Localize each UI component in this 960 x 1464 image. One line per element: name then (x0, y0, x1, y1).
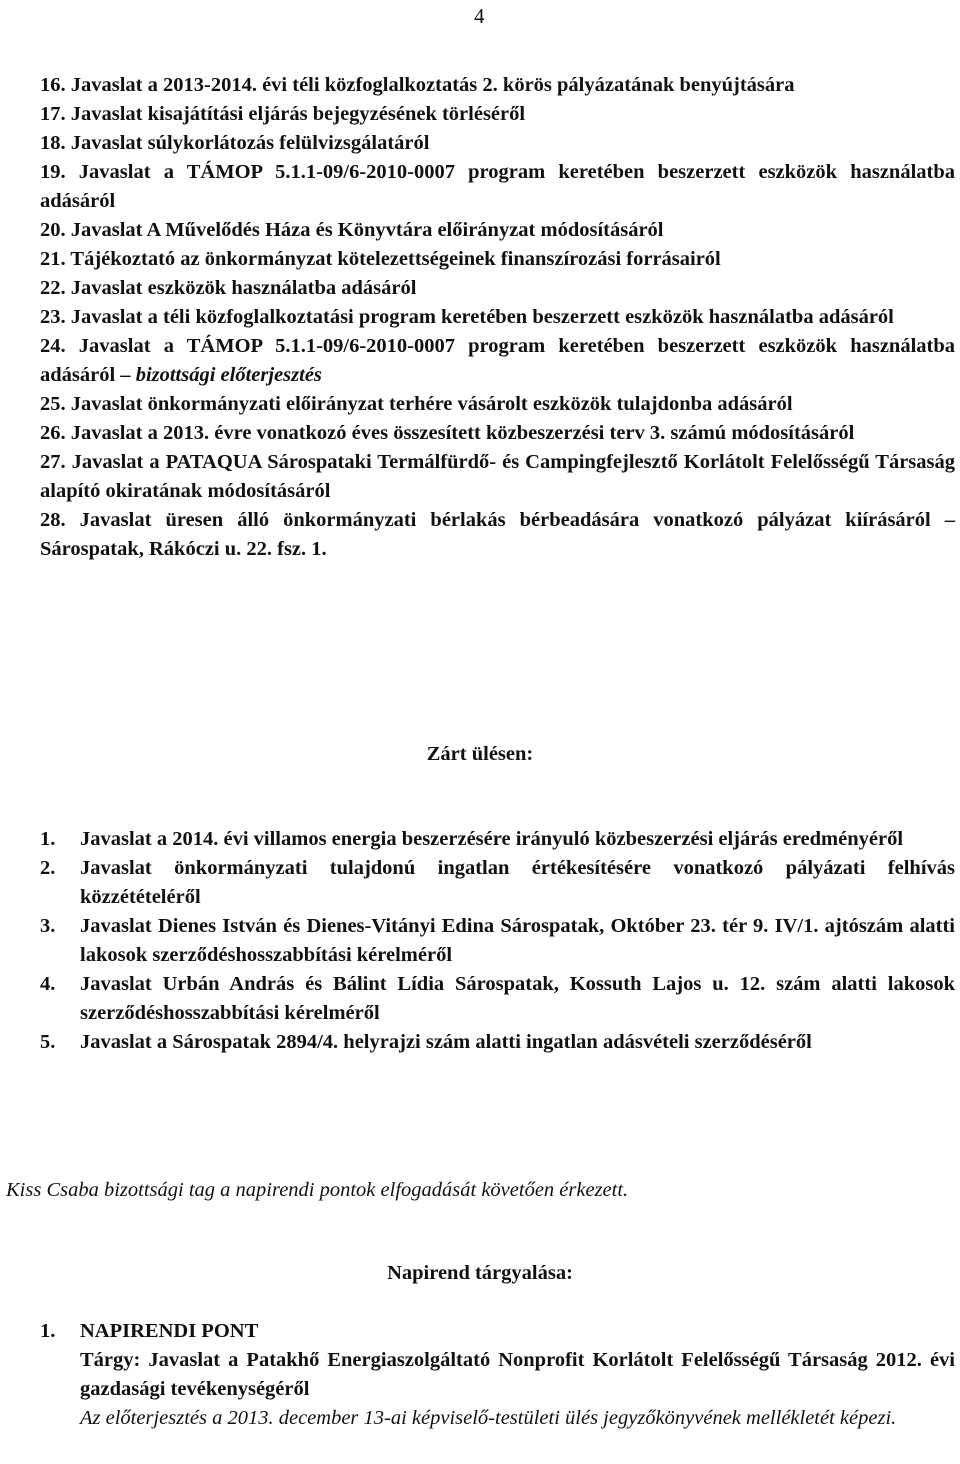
agenda-point-number: 1. (40, 1320, 56, 1342)
agenda-point-heading (40, 1317, 955, 1346)
late-arrival-note: Kiss Csaba bizottsági tag a napirendi pontok elfogadását követően érkezett. (6, 1179, 629, 1201)
agenda-item-text: Javaslat a TÁMOP 5.1.1-09/6-2010-0007 program keretében beszerzett eszközök használatba adásáról – (40, 335, 956, 386)
closed-item (40, 854, 955, 912)
agenda-item (40, 274, 955, 303)
agenda-item-number: 17. (40, 103, 66, 125)
closed-item-number: 2. (40, 857, 56, 879)
agenda-item-number: 18. (40, 132, 66, 154)
agenda-item-text: Tájékoztató az önkormányzat kötelezettségeinek finanszírozási forrásairól (70, 248, 721, 270)
agenda-item-text: Javaslat önkormányzati előirányzat terhére vásárolt eszközök tulajdonba adásáról (70, 393, 793, 415)
agenda-item-note: bizottsági előterjesztés (135, 364, 322, 386)
agenda-item-text: Javaslat a TÁMOP 5.1.1-09/6-2010-0007 program keretében beszerzett eszközök használatba adásáról (40, 161, 956, 212)
closed-item (40, 970, 955, 1028)
agenda-list (40, 71, 955, 564)
agenda-point-attachment-note: Az előterjesztés a 2013. december 13-ai képviselő-testületi ülés jegyzőkönyvének mellékletét képezi. (80, 1407, 897, 1429)
agenda-point-title: NAPIRENDI PONT (80, 1320, 259, 1342)
closed-item-number: 1. (40, 828, 56, 850)
closed-session-list (40, 825, 955, 1057)
agenda-item (40, 419, 955, 448)
agenda-item-number: 20. (40, 219, 66, 241)
agenda-item-text: Javaslat üresen álló önkormányzati bérlakás bérbeadására vonatkozó pályázat kiírásáról – Sárospatak, Rákóczi u. 22. fsz. 1. (40, 509, 956, 560)
agenda-item (40, 100, 955, 129)
agenda-item (40, 245, 955, 274)
agenda-item-number: 27. (40, 451, 66, 473)
closed-item-number: 3. (40, 915, 56, 937)
agenda-item-text: Javaslat eszközök használatba adásáról (70, 277, 417, 299)
agenda-item-number: 19. (40, 161, 66, 183)
agenda-point (40, 1317, 955, 1433)
closed-item (40, 912, 955, 970)
closed-item-text: Javaslat önkormányzati tulajdonú ingatlan értékesítésére vonatkozó pályázati felhívás közzétételéről (80, 857, 955, 908)
agenda-item-number: 25. (40, 393, 66, 415)
agenda-point-subject: Tárgy: Javaslat a Patakhő Energiaszolgáltató Nonprofit Korlátolt Felelősségű Társaság 2012. évi gazdasági tevékenységéről (80, 1349, 955, 1400)
agenda-item-number: 21. (40, 248, 66, 270)
agenda-item-number: 23. (40, 306, 66, 328)
closed-item-text: Javaslat Dienes István és Dienes-Vitányi Edina Sárospatak, Október 23. tér 9. IV/1. ajtószám alatti lakosok szerződéshosszabbítási kérelméről (80, 915, 955, 966)
closed-item-text: Javaslat Urbán András és Bálint Lídia Sárospatak, Kossuth Lajos u. 12. szám alatti lakosok szerződéshosszabbítási kérelméről (80, 973, 955, 1024)
closed-item (40, 1028, 955, 1057)
agenda-item (40, 71, 955, 100)
agenda-item-number: 28. (40, 509, 66, 531)
agenda-item-text: Javaslat A Művelődés Háza és Könyvtára előirányzat módosításáról (70, 219, 664, 241)
agenda-item-text: Javaslat súlykorlátozás felülvizsgálatáról (70, 132, 430, 154)
agenda-item-number: 24. (40, 335, 66, 357)
agenda-item (40, 216, 955, 245)
agenda-item-number: 16. (40, 74, 66, 96)
agenda-item-number: 22. (40, 277, 66, 299)
agenda-item (40, 390, 955, 419)
agenda-item (40, 303, 955, 332)
closed-item (40, 825, 955, 854)
closed-item-text: Javaslat a Sárospatak 2894/4. helyrajzi szám alatti ingatlan adásvételi szerződéséről (80, 1031, 812, 1053)
agenda-item (40, 129, 955, 158)
agenda-item-text: Javaslat a 2013-2014. évi téli közfoglalkoztatás 2. körös pályázatának benyújtására (70, 74, 795, 96)
agenda-item-text: Javaslat a 2013. évre vonatkozó éves összesített közbeszerzési terv 3. számú módosításáról (70, 422, 855, 444)
agenda-item (40, 332, 955, 390)
agenda-item-text: Javaslat a PATAQUA Sárospataki Termálfürdő- és Campingfejlesztő Korlátolt Felelősségű Társaság alapító okiratának módosításáról (40, 451, 955, 502)
closed-item-number: 5. (40, 1031, 56, 1053)
closed-item-number: 4. (40, 973, 56, 995)
agenda-item-text: Javaslat a téli közfoglalkoztatási program keretében beszerzett eszközök használatba adásáról (70, 306, 894, 328)
page-number: 4 (474, 4, 485, 28)
agenda-item-number: 26. (40, 422, 66, 444)
agenda-discussion-title: Napirend tárgyalása: (387, 1262, 573, 1284)
agenda-item (40, 158, 955, 216)
agenda-item (40, 506, 955, 564)
closed-session-title: Zárt ülésen: (426, 743, 534, 765)
closed-item-text: Javaslat a 2014. évi villamos energia beszerzésére irányuló közbeszerzési eljárás eredményéről (80, 828, 904, 850)
agenda-item (40, 448, 955, 506)
agenda-item-text: Javaslat kisajátítási eljárás bejegyzésének törléséről (70, 103, 526, 125)
agenda-point-body (40, 1346, 955, 1433)
